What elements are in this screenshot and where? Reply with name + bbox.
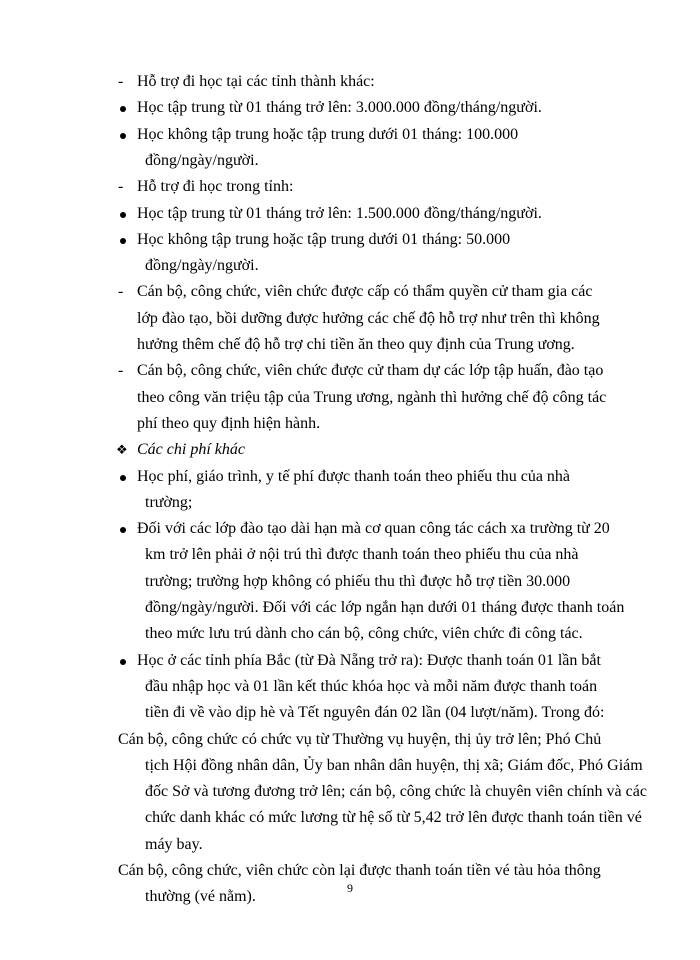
text-line: theo công văn triệu tập của Trung ương, ngành thì hưởng chế độ công tác xyxy=(137,388,607,406)
dash-marker: - xyxy=(118,362,124,380)
text-line: tiền đi về vào dịp hè và Tết nguyên đán 02 lần (04 lượt/năm). Trong đó: xyxy=(145,704,605,722)
text-line: chức danh khác có mức lương từ hệ số từ 5,42 trở lên được thanh toán tiền vé xyxy=(145,809,642,827)
text-line: Cán bộ, công chức có chức vụ từ Thường vụ huyện, thị ủy trở lên; Phó Chủ xyxy=(118,730,602,748)
text-line: Học phí, giáo trình, y tế phí được thanh toán theo phiếu thu của nhà xyxy=(137,467,571,485)
bullet-icon xyxy=(120,238,126,244)
text-line: thường (vé nằm). xyxy=(145,888,256,906)
text-line: đồng/ngày/người. xyxy=(145,151,259,169)
text-line: phí theo quy định hiện hành. xyxy=(137,414,321,432)
text-line: đồng/ngày/người. Đối với các lớp ngắn hạn dưới 01 tháng được thanh toán xyxy=(145,599,625,616)
text-line: Học ở các tỉnh phía Bắc (từ Đà Nẵng trở ra): Được thanh toán 01 lần bắt xyxy=(137,651,601,669)
bullet-icon xyxy=(120,475,126,481)
section-heading: Các chi phí khác xyxy=(137,441,245,459)
text-line: km trở lên phải ở nội trú thì được thanh toán theo phiếu thu của nhà xyxy=(145,546,579,564)
text-line: Học tập trung từ 01 tháng trở lên: 3.000.000 đồng/tháng/người. xyxy=(137,99,542,117)
text-line: Cán bộ, công chức, viên chức còn lại được thanh toán tiền vé tàu hỏa thông xyxy=(118,862,601,879)
text-line: Học không tập trung hoặc tập trung dưới 01 tháng: 100.000 xyxy=(137,125,519,143)
text-line: đầu nhập học và 01 lần kết thúc khóa học và mỗi năm được thanh toán xyxy=(145,677,598,695)
bullet-icon xyxy=(120,133,126,139)
text-line: đốc Sở và tương đương trở lên; cán bộ, công chức là chuyên viên chính và các xyxy=(145,783,647,801)
text-line: Học không tập trung hoặc tập trung dưới 01 tháng: 50.000 xyxy=(137,230,511,248)
text-line: Cán bộ, công chức, viên chức được cấp có thẩm quyền cử tham gia các xyxy=(137,283,593,301)
text-line: theo mức lưu trú dành cho cán bộ, công chức, viên chức đi công tác. xyxy=(145,625,583,643)
diamond-bullet-icon: ❖ xyxy=(116,442,128,458)
text-line: hưởng thêm chế độ hỗ trợ chi tiền ăn theo quy định của Trung ương. xyxy=(137,336,575,353)
text-line: Hỗ trợ đi học tại các tỉnh thành khác: xyxy=(137,73,375,90)
dash-marker: - xyxy=(118,283,124,301)
text-line: Học tập trung từ 01 tháng trở lên: 1.500.000 đồng/tháng/người. xyxy=(137,204,542,222)
text-line: đồng/ngày/người. xyxy=(145,257,259,275)
text-line: trường; trường hợp không có phiếu thu thì được hỗ trợ tiền 30.000 xyxy=(145,572,571,590)
bullet-icon xyxy=(120,106,126,112)
page-number: 9 xyxy=(347,881,353,895)
text-line: Đối với các lớp đào tạo dài hạn mà cơ quan công tác cách xa trường từ 20 xyxy=(137,520,610,538)
bullet-icon xyxy=(120,659,126,665)
text-line: tịch Hội đồng nhân dân, Ủy ban nhân dân huyện, thị xã; Giám đốc, Phó Giám xyxy=(145,756,643,774)
text-line: lớp đào tạo, bồi dưỡng được hưởng các chế độ hỗ trợ như trên thì không xyxy=(137,309,600,327)
text-line: máy bay. xyxy=(145,835,203,853)
text-line: Cán bộ, công chức, viên chức được cử tham dự các lớp tập huấn, đào tạo xyxy=(137,362,604,380)
dash-marker: - xyxy=(118,73,124,90)
text-line: trường; xyxy=(145,493,193,511)
bullet-icon xyxy=(120,212,126,218)
text-line: Hỗ trợ đi học trong tỉnh: xyxy=(137,178,294,196)
dash-marker: - xyxy=(118,178,124,196)
bullet-icon xyxy=(120,527,126,533)
